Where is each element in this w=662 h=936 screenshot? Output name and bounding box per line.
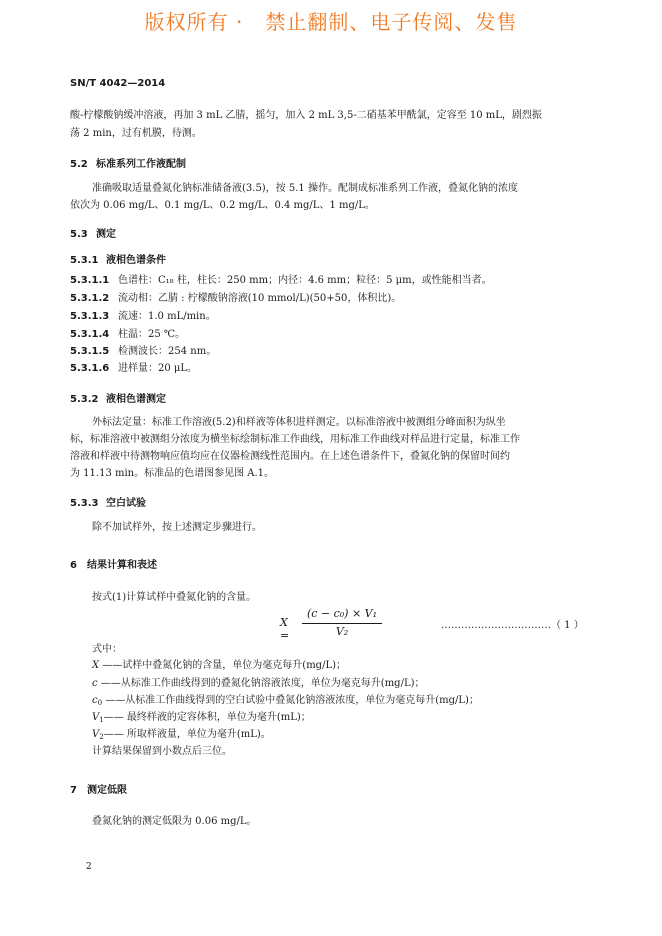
s6-intro: 按式(1)计算试样中叠氮化钠的含量。 bbox=[92, 592, 257, 603]
section-number: 6 bbox=[70, 560, 77, 571]
intro-line-1: 酸-柠檬酸钠缓冲溶液，再加 3 mL 乙腈，摇匀，加入 2 mL 3,5-二硝基苯甲酰氯，定容至 10 mL，剧烈振 bbox=[70, 110, 542, 121]
s52-line-2: 依次为 0.06 mg/L、0.1 mg/L、0.2 mg/L、0.4 mg/L、1 mg/L。 bbox=[70, 200, 375, 211]
section-number: 5.3.2 bbox=[70, 394, 99, 405]
definition-v1: $V_1——$ 最终样液的定容体积，单位为毫升(mL)； bbox=[92, 712, 311, 724]
s52-line-1: 准确吸取适量叠氮化钠标准储备液(3.5)，按 5.1 操作。配制成标准系列工作液，叠氮化钠的浓度 bbox=[92, 183, 518, 194]
formula-numerator: (c − c₀) × V₁ bbox=[306, 607, 378, 620]
section-7-heading bbox=[70, 781, 127, 796]
s531-item-6: 5.3.1.6 进样量：20 μL。 bbox=[70, 363, 198, 374]
section-title: 空白试验 bbox=[106, 498, 146, 509]
section-5-3-1-heading bbox=[70, 251, 166, 266]
definition-x: X ——试样中叠氮化钠的含量，单位为毫克每升(mg/L)； bbox=[92, 660, 346, 671]
section-number: 5.2 bbox=[70, 159, 88, 170]
definition-c: c ——从标准工作曲线得到的叠氮化钠溶液浓度，单位为毫克每升(mg/L)； bbox=[92, 678, 425, 689]
equation-number: ……………………………（ 1 ） bbox=[441, 620, 584, 631]
section-5-3-2-heading bbox=[70, 390, 166, 405]
s531-item-3: 5.3.1.3 流速：1.0 mL/min。 bbox=[70, 311, 216, 322]
doc-number: SN/T 4042—2014 bbox=[70, 78, 166, 89]
section-5-3-heading bbox=[70, 225, 116, 240]
section-number: 5.3.1 bbox=[70, 255, 99, 266]
s531-item-2: 5.3.1.2 流动相：乙腈 : 柠檬酸钠溶液(10 mmol/L)(50+50，体积比)。 bbox=[70, 293, 402, 304]
page-number: 2 bbox=[86, 862, 92, 872]
section-title: 液相色谱测定 bbox=[106, 394, 166, 405]
s531-item-4: 5.3.1.4 柱温：25 ℃。 bbox=[70, 329, 186, 340]
definition-v2: $V_2——$ 所取样液量，单位为毫升(mL)。 bbox=[92, 729, 271, 741]
section-title: 结果计算和表述 bbox=[87, 560, 157, 571]
where-label: 式中： bbox=[92, 644, 122, 655]
s532-line-4: 为 11.13 min。标准品的色谱图参见图 A.1。 bbox=[70, 468, 275, 479]
section-number: 7 bbox=[70, 785, 77, 796]
s7-line-1: 叠氮化钠的测定低限为 0.06 mg/L。 bbox=[92, 816, 257, 827]
section-title: 标准系列工作液配制 bbox=[96, 159, 186, 170]
s531-item-5: 5.3.1.5 检测波长：254 nm。 bbox=[70, 346, 217, 357]
s6-footer: 计算结果保留到小数点后三位。 bbox=[92, 746, 232, 757]
s532-line-3: 溶液和样液中待测物响应值均应在仪器检测线性范围内。在上述色谱条件下，叠氮化钠的保留时间约 bbox=[70, 451, 510, 462]
section-5-2-heading bbox=[70, 155, 186, 170]
section-number: 5.3 bbox=[70, 229, 88, 240]
formula-lhs: X = bbox=[280, 616, 290, 642]
section-title: 测定 bbox=[96, 229, 116, 240]
formula-denominator: V₂ bbox=[335, 625, 349, 638]
watermark-part2: 禁止翻制、电子传阅、发售 bbox=[265, 10, 518, 34]
s532-line-1: 外标法定量：标准工作溶液(5.2)和样液等体积进样测定。以标准溶液中被测组分峰面积为纵坐 bbox=[92, 417, 506, 428]
section-5-3-3-heading bbox=[70, 494, 146, 509]
s531-item-1: 5.3.1.1 色谱柱：C₁₈ 柱，柱长：250 mm；内径：4.6 mm；粒径：5 μm，或性能相当者。 bbox=[70, 275, 492, 286]
section-title: 测定低限 bbox=[87, 785, 127, 796]
fraction-bar bbox=[302, 623, 382, 624]
section-title: 液相色谱条件 bbox=[106, 255, 166, 266]
section-number: 5.3.3 bbox=[70, 498, 99, 509]
intro-line-2: 荡 2 min，过有机膜，待测。 bbox=[70, 128, 202, 139]
s533-line-1: 除不加试样外，按上述测定步骤进行。 bbox=[92, 522, 262, 533]
watermark-part1: 版权所有 · bbox=[144, 10, 244, 34]
watermark bbox=[0, 6, 662, 35]
definition-c0: $c_0$ ——从标准工作曲线得到的空白试验中叠氮化钠溶液浓度，单位为毫克每升(mg/L)； bbox=[92, 695, 479, 707]
s532-line-2: 标，标准溶液中被测组分浓度为横坐标绘制标准工作曲线，用标准工作曲线对样品进行定量，标准工作 bbox=[70, 434, 520, 445]
section-6-heading bbox=[70, 556, 157, 571]
